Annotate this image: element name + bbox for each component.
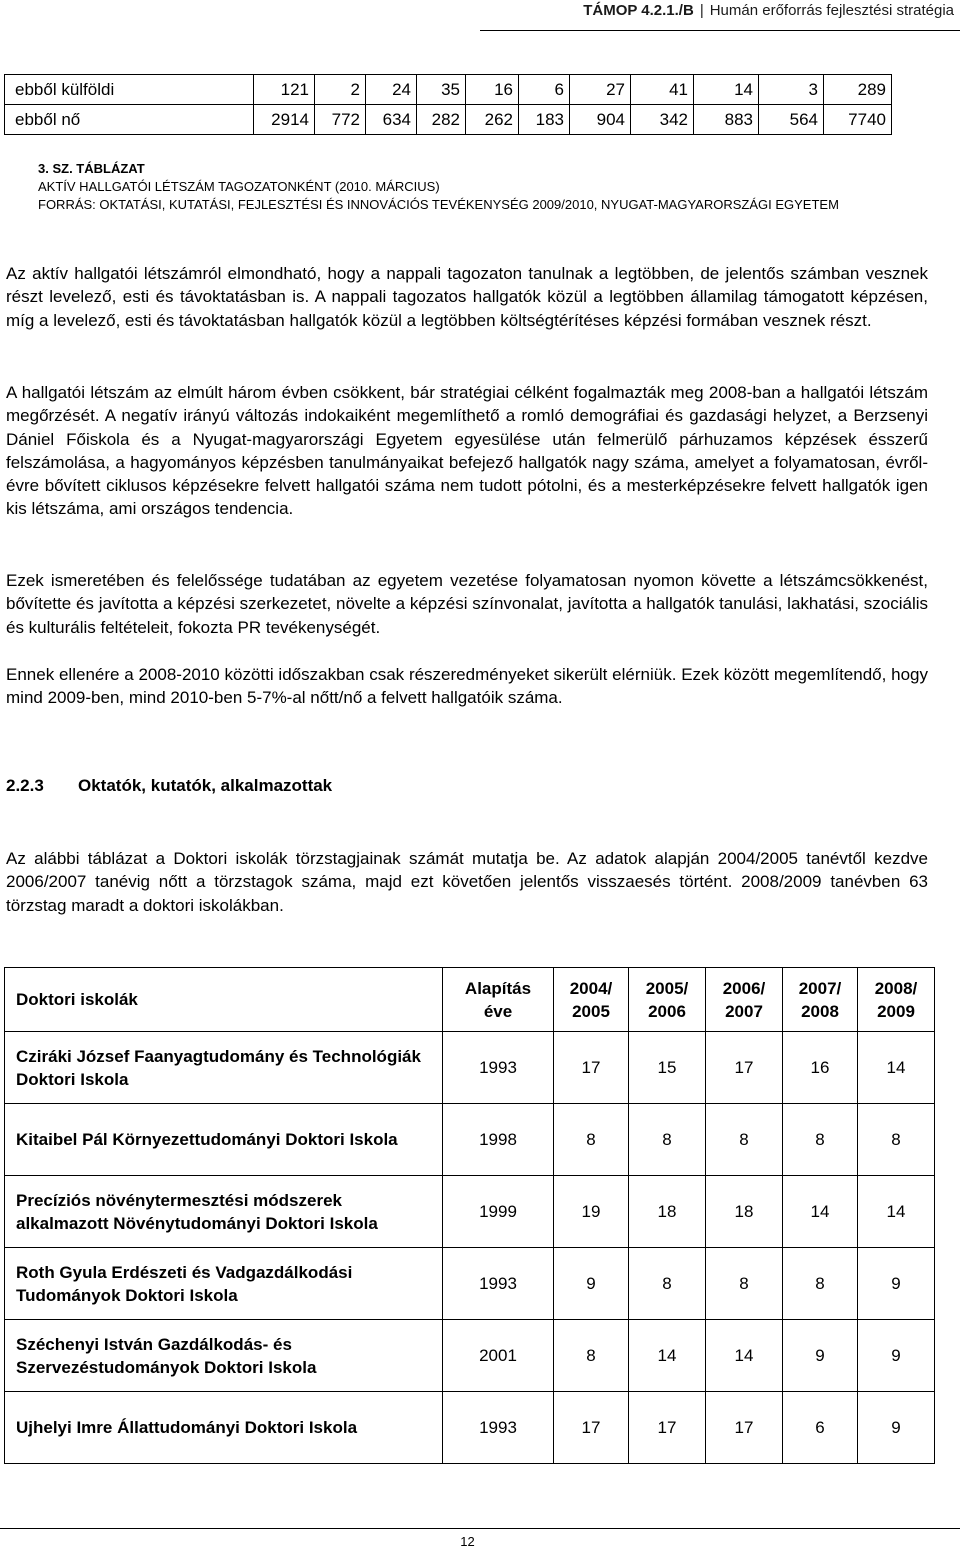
table-row [5, 1248, 935, 1320]
table-cell: 564 [759, 105, 824, 135]
table-cell: 8 [858, 1104, 935, 1176]
paragraph-doctoral-intro: Az alábbi táblázat a Doktori iskolák törzstagjainak számát mutatja be. Az adatok alapján 2004/2005 tanévtől kezdve 2006/2007 tanévig nőtt a törzstagok száma, majd ezt követően jelentős visszaesés történt. 2008/2009 tanévben 63 törzstag maradt a doktori iskolákban. [6, 849, 928, 915]
table-cell: 3 [759, 75, 824, 105]
table-cell: 262 [466, 105, 519, 135]
table-caption [38, 160, 839, 214]
table-cell: 883 [694, 105, 759, 135]
table-cell: 2914 [254, 105, 315, 135]
table-cell: 14 [858, 1032, 935, 1104]
column-header-name: Doktori iskolák [5, 968, 443, 1032]
paragraph-active-students: Az aktív hallgatói létszámról elmondható, hogy a nappali tagozaton tanulnak a legtöbben, de jelentős számban vesznek részt levelező, esti és távoktatásban is. A nappali tagozatos hallgatók közül a legtöbben államilag támogatott képzésen, míg a levelező, esti és távoktatásban hallgatók közül a legtöbben költségtérítéses képzési formában vesznek részt. [6, 264, 928, 330]
table-cell: 14 [858, 1176, 935, 1248]
founded-year: 1999 [443, 1176, 554, 1248]
table-cell: 6 [519, 75, 570, 105]
table-cell: 18 [706, 1176, 783, 1248]
table-cell: 282 [417, 105, 466, 135]
table-cell: 8 [629, 1248, 706, 1320]
table-cell: 8 [783, 1248, 858, 1320]
table-cell: 7740 [824, 105, 892, 135]
table-row [5, 1176, 935, 1248]
founded-year: 1993 [443, 1032, 554, 1104]
column-header-year: 2006/ 2007 [706, 968, 783, 1032]
table-cell: 17 [706, 1392, 783, 1464]
table-row [5, 75, 892, 105]
table-cell: 17 [554, 1032, 629, 1104]
table-cell: 8 [706, 1248, 783, 1320]
page-number: 12 [460, 1534, 475, 1549]
footer-divider [0, 1528, 960, 1529]
page-header: TÁMOP 4.2.1./B | Humán erőforrás fejlesztési stratégia [583, 2, 954, 19]
table-row [5, 105, 892, 135]
table-cell: 14 [629, 1320, 706, 1392]
table-cell: 27 [570, 75, 631, 105]
school-name: Roth Gyula Erdészeti és Vadgazdálkodási Tudományok Doktori Iskola [5, 1248, 443, 1320]
column-header-year: 2005/ 2006 [629, 968, 706, 1032]
column-header-year: 2008/ 2009 [858, 968, 935, 1032]
table-header-row [5, 968, 935, 1032]
project-code: TÁMOP 4.2.1./B [583, 2, 694, 19]
table-cell: 9 [858, 1248, 935, 1320]
section-number: 2.2.3 [6, 776, 44, 795]
table-row [5, 1392, 935, 1464]
table-cell: 15 [629, 1032, 706, 1104]
table-cell: 9 [554, 1248, 629, 1320]
table-cell: 8 [706, 1104, 783, 1176]
document-subtitle: Humán erőforrás fejlesztési stratégia [709, 2, 954, 19]
table-cell: 9 [783, 1320, 858, 1392]
table-cell: 772 [315, 105, 366, 135]
paragraph-management-response: Ezek ismeretében és felelőssége tudatában az egyetem vezetése folyamatosan nyomon követte a létszámcsökkenést, bővítette és javította a képzési szerkezetet, növelte a képzési színvonalat, javította a hallgatók tanulási, lakhatási, szociális és kulturális feltételeit, fokozta PR tevékenységét. [6, 571, 928, 637]
table-cell: 9 [858, 1392, 935, 1464]
caption-title: AKTÍV HALLGATÓI LÉTSZÁM TAGOZATONKÉNT (2010. MÁRCIUS) [38, 179, 440, 194]
paragraph-student-decline: A hallgatói létszám az elmúlt három évben csökkent, bár stratégiai célként fogalmazták meg 2008-ban a hallgatói létszám megőrzését. A negatív irányú változás indokaiként megemlíthető a romló demográfiai és gazdasági helyzet, a Berzsenyi Dániel Főiskola és a Nyugat-magyarországi Egyetem egyesülése után felmerülő párhuzamos képzések ésszerű felszámolása, a hagyományos képzésben tanulmányaikat befejező hallgatók nagy száma, amelyet a folyamatosan, évről-évre bővített ciklusos képzésekre felvett hallgatói száma nem tudott pótolni, és a mesterképzésekre felvett hallgatók igen kis létszáma, ami országos tendencia. [6, 383, 928, 519]
table-cell: 14 [783, 1176, 858, 1248]
table-cell: 6 [783, 1392, 858, 1464]
school-name: Precíziós növénytermesztési módszerek alkalmazott Növénytudományi Doktori Iskola [5, 1176, 443, 1248]
paragraph-partial-results: Ennek ellenére a 2008-2010 közötti időszakban csak részeredményeket sikerült elérniük. Ezek között megemlítendő, hogy mind 2009-ben, mind 2010-ben 5-7%-al nőtt/nő a felvett hallgatóik száma. [6, 665, 928, 708]
table-cell: 8 [629, 1104, 706, 1176]
table-cell: 14 [706, 1320, 783, 1392]
founded-year: 1993 [443, 1392, 554, 1464]
table-cell: 17 [554, 1392, 629, 1464]
row-label: ebből nő [5, 105, 254, 135]
column-header-year: 2007/ 2008 [783, 968, 858, 1032]
school-name: Cziráki József Faanyagtudomány és Technológiák Doktori Iskola [5, 1032, 443, 1104]
school-name: Ujhelyi Imre Állattudományi Doktori Iskola [5, 1392, 443, 1464]
table-cell: 342 [631, 105, 694, 135]
table-cell: 18 [629, 1176, 706, 1248]
table-cell: 17 [629, 1392, 706, 1464]
table-cell: 35 [417, 75, 466, 105]
table-cell: 17 [706, 1032, 783, 1104]
table-cell: 16 [466, 75, 519, 105]
section-heading [6, 776, 332, 796]
table-row [5, 1320, 935, 1392]
table-cell: 183 [519, 105, 570, 135]
table-cell: 14 [694, 75, 759, 105]
school-name: Kitaibel Pál Környezettudományi Doktori Iskola [5, 1104, 443, 1176]
caption-source: FORRÁS: OKTATÁSI, KUTATÁSI, FEJLESZTÉSI ÉS INNOVÁCIÓS TEVÉKENYSÉG 2009/2010, NYUGAT-MAGYARORSZÁGI EGYETEM [38, 197, 839, 212]
table-cell: 8 [554, 1104, 629, 1176]
table-cell: 904 [570, 105, 631, 135]
table-cell: 41 [631, 75, 694, 105]
table-cell: 289 [824, 75, 892, 105]
table-cell: 121 [254, 75, 315, 105]
column-header-year: 2004/ 2005 [554, 968, 629, 1032]
table-row [5, 1104, 935, 1176]
caption-number: 3. SZ. TÁBLÁZAT [38, 161, 145, 176]
table-cell: 2 [315, 75, 366, 105]
table-cell: 9 [858, 1320, 935, 1392]
table-cell: 16 [783, 1032, 858, 1104]
school-name: Széchenyi István Gazdálkodás- és Szervezéstudományok Doktori Iskola [5, 1320, 443, 1392]
header-divider [480, 30, 960, 31]
founded-year: 1993 [443, 1248, 554, 1320]
table-cell: 24 [366, 75, 417, 105]
table-cell: 8 [554, 1320, 629, 1392]
doctoral-schools-table [4, 967, 935, 1464]
student-count-table [4, 74, 892, 135]
table-row [5, 1032, 935, 1104]
section-title: Oktatók, kutatók, alkalmazottak [78, 776, 333, 795]
column-header-founded: Alapítás éve [443, 968, 554, 1032]
table-cell: 8 [783, 1104, 858, 1176]
table-cell: 634 [366, 105, 417, 135]
row-label: ebből külföldi [5, 75, 254, 105]
table-cell: 19 [554, 1176, 629, 1248]
founded-year: 2001 [443, 1320, 554, 1392]
founded-year: 1998 [443, 1104, 554, 1176]
